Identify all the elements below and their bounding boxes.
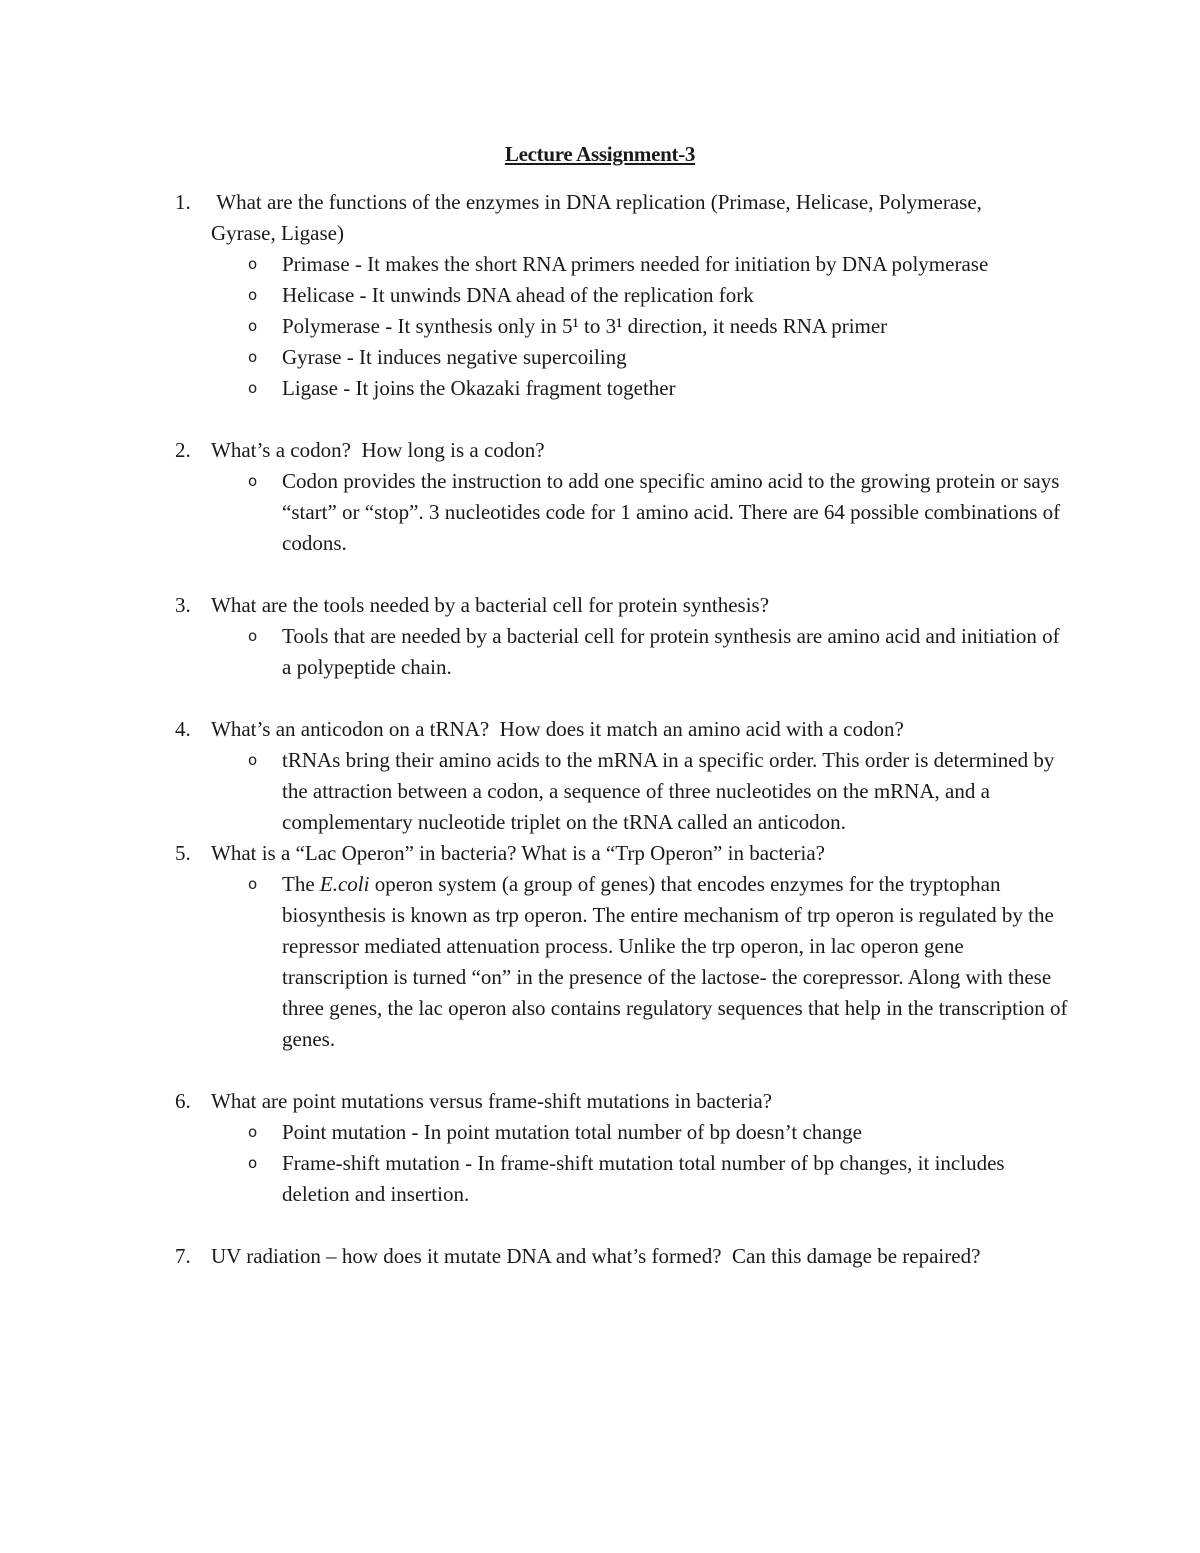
question-number: 3. (175, 593, 191, 617)
answer-item (0, 280, 1200, 311)
hollow-bullet-icon: o (248, 1123, 258, 1141)
spacer (0, 559, 1200, 590)
spacer (0, 404, 1200, 435)
spacer (0, 1210, 1200, 1241)
hollow-bullet-icon: o (248, 286, 258, 304)
question-4 (0, 714, 1200, 745)
hollow-bullet-icon: o (248, 751, 258, 769)
answer-item (0, 869, 1200, 1055)
answer-text: Tools that are needed by a bacterial cell for protein synthesis are amino acid and initiation of a polypeptide chain. (282, 624, 1060, 679)
answer-text (282, 869, 1072, 1055)
question-number: 7. (175, 1244, 191, 1268)
answer-item (0, 466, 1200, 559)
answer-item (0, 249, 1200, 280)
hollow-bullet-icon: o (248, 627, 258, 645)
question-1 (0, 187, 1200, 249)
question-3 (0, 590, 1200, 621)
answer-text: Ligase - It joins the Okazaki fragment together (282, 376, 676, 400)
hollow-bullet-icon: o (248, 1154, 258, 1172)
hollow-bullet-icon: o (248, 379, 258, 397)
question-number: 1. (175, 190, 191, 214)
hollow-bullet-icon: o (248, 255, 258, 273)
answer-text: tRNAs bring their amino acids to the mRNA in a specific order. This order is determined by the attraction between a codon, a sequence of three nucleotides on the mRNA, and a complementary nucleotide triplet on the tRNA called an anticodon. (282, 748, 1055, 834)
question-text: What are point mutations versus frame-shift mutations in bacteria? (211, 1089, 772, 1113)
answer-text: Primase - It makes the short RNA primers needed for initiation by DNA polymerase (282, 252, 989, 276)
answer-text: Gyrase - It induces negative supercoiling (282, 345, 627, 369)
question-text: What’s an anticodon on a tRNA? How does it match an amino acid with a codon? (211, 717, 904, 741)
hollow-bullet-icon: o (248, 472, 258, 490)
question-number: 5. (175, 841, 191, 865)
answer-text: Point mutation - In point mutation total number of bp doesn’t change (282, 1120, 862, 1144)
question-7 (0, 1241, 1200, 1272)
answer-text: Helicase - It unwinds DNA ahead of the replication fork (282, 283, 754, 307)
answer-item (0, 1148, 1200, 1210)
hollow-bullet-icon: o (248, 875, 258, 893)
answer-text: Polymerase - It synthesis only in 5¹ to 3¹ direction, it needs RNA primer (282, 314, 888, 338)
answer-item (0, 621, 1200, 683)
question-text: What’s a codon? How long is a codon? (211, 438, 545, 462)
answer-item (0, 373, 1200, 404)
spacer (0, 1055, 1200, 1086)
question-text: What are the tools needed by a bacterial cell for protein synthesis? (211, 593, 770, 617)
answer-item (0, 1117, 1200, 1148)
hollow-bullet-icon: o (248, 348, 258, 366)
organism-name: E.coli (319, 872, 370, 896)
spacer (0, 683, 1200, 714)
question-number: 2. (175, 438, 191, 462)
question-text: UV radiation – how does it mutate DNA and what’s formed? Can this damage be repaired? (211, 1244, 981, 1268)
answer-item (0, 311, 1200, 342)
question-number: 6. (175, 1089, 191, 1113)
question-list (0, 187, 1200, 1272)
question-number: 4. (175, 717, 191, 741)
question-5 (0, 838, 1200, 869)
question-2 (0, 435, 1200, 466)
answer-text-post: operon system (a group of genes) that encodes enzymes for the tryptophan biosynthesis is known as trp operon. The entire mechanism of trp operon is regulated by the repressor mediated attenuation process. Unlike the trp operon, in lac operon gene transcription is turned “on” in the presence of the lactose- the corepressor. Along with these three genes, the lac operon also contains regulatory sequences that help in the transcription of genes. (282, 872, 1073, 1051)
question-text: What is a “Lac Operon” in bacteria? What is a “Trp Operon” in bacteria? (211, 841, 825, 865)
question-text: What are the functions of the enzymes in DNA replication (Primase, Helicase, Polymerase, Gyrase, Ligase) (211, 190, 988, 245)
answer-item (0, 342, 1200, 373)
question-6 (0, 1086, 1200, 1117)
answer-text-pre: The (282, 872, 320, 896)
answer-item (0, 745, 1200, 838)
answer-text: Codon provides the instruction to add one specific amino acid to the growing protein or says “start” or “stop”. 3 nucleotides code for 1 amino acid. There are 64 possible combinations of codons. (282, 469, 1061, 555)
hollow-bullet-icon: o (248, 317, 258, 335)
page-title: Lecture Assignment-3 (504, 142, 696, 166)
answer-text: Frame-shift mutation - In frame-shift mutation total number of bp changes, it includes deletion and insertion. (282, 1151, 1005, 1206)
